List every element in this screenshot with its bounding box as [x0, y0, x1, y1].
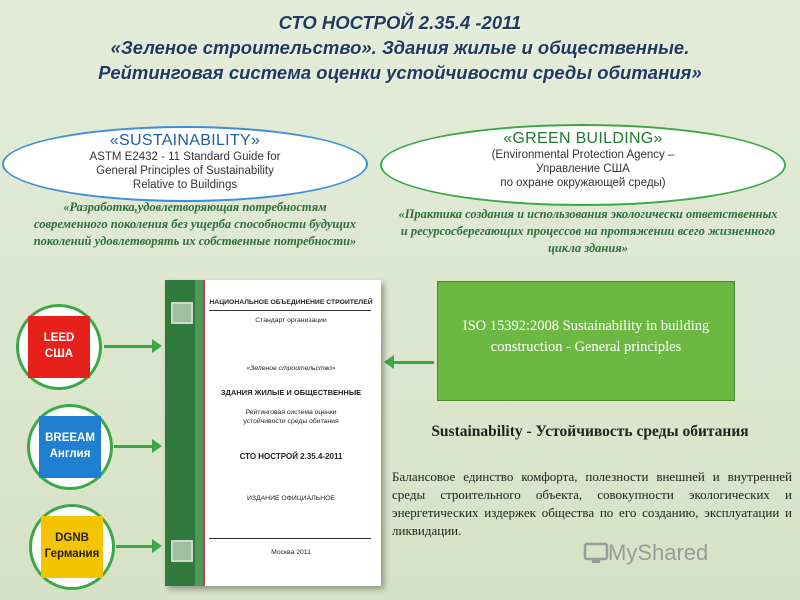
sustainability-line-1: ASTM E2432 - 11 Standard Guide for	[89, 151, 281, 163]
book-org: НАЦИОНАЛЬНОЕ ОБЪЕДИНЕНИЕ СТРОИТЕЛЕЙ	[209, 299, 373, 306]
green-building-line-1: (Environmental Protection Agency –	[491, 149, 675, 161]
book-org-sub: Стандарт организации	[255, 317, 327, 324]
watermark-logo-icon	[582, 538, 610, 566]
leed-badge	[28, 316, 90, 378]
leed-country: США	[44, 348, 74, 360]
standard-book-cover	[165, 280, 381, 586]
definition-body: Балансовое единство комфорта, полезности внешней и внутренней среды строительного объекта, совокупности экологических и энергетических издержек общества по его созданию, эксплуатации и ликвидации.	[392, 469, 792, 538]
book-stripe	[203, 280, 205, 586]
dgnb-badge	[41, 516, 103, 578]
arrow-dgnb-to-book	[116, 545, 154, 548]
sustainability-line-3: Relative to Buildings	[132, 179, 238, 191]
green-building-heading: «GREEN BUILDING»	[503, 130, 663, 147]
book-subtitle-1: Рейтинговая система оценки	[245, 409, 337, 416]
book-subtitle-2: устойчивости среды обитания	[243, 418, 339, 425]
book-edition: ИЗДАНИЕ ОФИЦИАЛЬНОЕ	[247, 495, 335, 502]
sustainability-line-2: General Principles of Sustainability	[96, 165, 274, 177]
book-quote-title: «Зеленое строительство»	[246, 365, 336, 372]
green-building-ellipse	[380, 124, 786, 206]
book-logo-icon	[171, 302, 193, 324]
definition-heading: Sustainability - Устойчивость среды обитания	[431, 423, 749, 440]
arrow-breeam-to-book	[114, 445, 154, 448]
green-building-line-3: по охране окружающей среды)	[500, 177, 666, 189]
green-building-line-2: Управление США	[536, 163, 630, 175]
breeam-circle	[27, 404, 113, 490]
watermark-text: MyShared	[608, 540, 709, 565]
book-emblem-icon	[171, 540, 193, 562]
title-line-3: Рейтинговая система оценки устойчивости среды обитания»	[98, 62, 702, 83]
breeam-badge	[39, 416, 101, 478]
breeam-name: BREEAM	[45, 432, 95, 444]
book-city-year: Москва 2011	[271, 549, 311, 556]
sustainability-ellipse	[2, 126, 368, 202]
iso-standard-box: ISO 15392:2008 Sustainability in building construction - General principles	[437, 281, 735, 401]
dgnb-country: Германия	[44, 548, 100, 560]
title-line-2: «Зеленое строительство». Здания жилые и общественные.	[110, 37, 690, 58]
book-spine-shade	[195, 280, 203, 586]
title-line-1: СТО НОСТРОЙ 2.35.4 -2011	[278, 12, 522, 33]
arrow-iso-to-book	[392, 361, 434, 364]
green-building-quote: «Практика создания и использования экологически ответственных и ресурсосберегающих процессов на протяжении всего жизненного цикла здания»	[398, 207, 778, 255]
breeam-country: Англия	[49, 448, 91, 460]
slide-title	[10, 10, 790, 85]
dgnb-circle	[29, 504, 115, 590]
book-rule-bottom	[209, 538, 371, 539]
dgnb-name: DGNB	[55, 532, 89, 544]
leed-name: LEED	[43, 332, 75, 344]
sustainability-quote: «Разработка,удовлетворяющая потребностям современного поколения без ущерба способности будущих поколений удовлетворять их собственные потребности»	[33, 200, 357, 248]
book-main-title: ЗДАНИЯ ЖИЛЫЕ И ОБЩЕСТВЕННЫЕ	[220, 388, 362, 397]
sustainability-heading: «SUSTAINABILITY»	[109, 132, 261, 149]
leed-circle	[16, 304, 102, 390]
book-rule-top	[209, 310, 371, 311]
book-code: СТО НОСТРОЙ 2.35.4-2011	[239, 452, 343, 461]
arrow-leed-to-book	[104, 345, 154, 348]
